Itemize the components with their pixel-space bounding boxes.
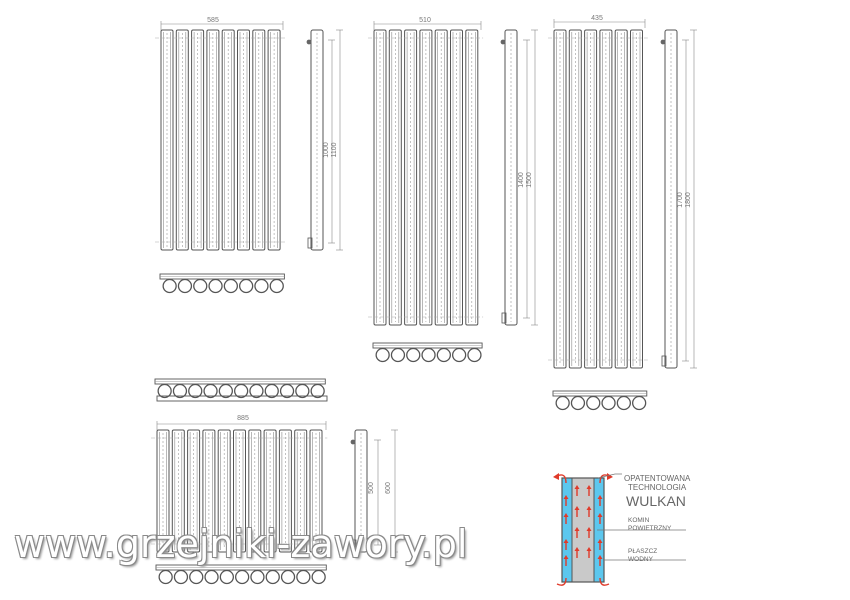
- tube-section: [312, 571, 325, 584]
- tube-section: [219, 385, 232, 398]
- tube-section: [270, 280, 283, 293]
- tube-section: [376, 349, 389, 362]
- radiator-variant-2: [368, 21, 538, 362]
- height-label-4a: 500: [368, 482, 375, 494]
- tube-section: [266, 571, 279, 584]
- tube-section: [224, 280, 237, 293]
- tube-section: [633, 397, 646, 410]
- height-label-1a: 1000: [323, 142, 330, 158]
- tube-section: [158, 385, 171, 398]
- tube-section: [282, 571, 295, 584]
- tube-section: [174, 571, 187, 584]
- tube-section: [159, 571, 172, 584]
- water-jacket-left: [562, 478, 572, 582]
- tube-section: [250, 385, 263, 398]
- tube-section: [189, 385, 202, 398]
- width-label-3: 435: [591, 15, 603, 22]
- width-label-2: 510: [419, 17, 431, 24]
- legend-line-2: TECHNOLOGIA: [628, 483, 687, 492]
- tube-section: [251, 571, 264, 584]
- valve-top: [661, 40, 666, 45]
- label-jacket-1: PŁASZCZ: [628, 548, 658, 555]
- valve-top: [307, 40, 312, 45]
- tube-section: [173, 385, 186, 398]
- width-label-4: 885: [237, 415, 249, 422]
- height-label-4b: 600: [385, 482, 392, 494]
- tube-section: [407, 349, 420, 362]
- height-label-2b: 1500: [526, 172, 533, 188]
- tube-section: [220, 571, 233, 584]
- legend-line-1: OPATENTOWANA: [624, 474, 691, 483]
- height-label-2a: 1400: [518, 172, 525, 188]
- height-label-1b: 1100: [331, 142, 338, 158]
- height-label-3b: 1800: [685, 192, 692, 208]
- tube-section: [240, 280, 253, 293]
- tube-section: [178, 280, 191, 293]
- tube-section: [281, 385, 294, 398]
- label-chimney-1: KOMIN: [628, 517, 650, 524]
- tube-section: [602, 397, 615, 410]
- tube-section: [255, 280, 268, 293]
- tube-section: [205, 571, 218, 584]
- width-label-1: 585: [207, 17, 219, 24]
- tube-section: [571, 397, 584, 410]
- tube-section: [235, 385, 248, 398]
- tube-section: [617, 397, 630, 410]
- label-chimney-2: POWIETRZNY: [628, 525, 672, 532]
- valve-top: [501, 40, 506, 45]
- label-jacket-2: WODNY: [628, 556, 653, 563]
- valve-top: [351, 440, 356, 445]
- tube-section: [190, 571, 203, 584]
- legend-name: WULKAN: [626, 493, 686, 509]
- height-label-3a: 1700: [677, 192, 684, 208]
- tube-section: [587, 397, 600, 410]
- tube-section: [556, 397, 569, 410]
- radiator-variant-3: [548, 19, 697, 410]
- tube-section: [391, 349, 404, 362]
- tube-section: [204, 385, 217, 398]
- tube-section: [297, 571, 310, 584]
- tube-section: [163, 280, 176, 293]
- tube-section: [468, 349, 481, 362]
- tube-section: [209, 280, 222, 293]
- tube-section: [265, 385, 278, 398]
- tube-section: [453, 349, 466, 362]
- tube-section: [311, 385, 324, 398]
- tube-section: [236, 571, 249, 584]
- radiator-variant-1: [155, 21, 343, 293]
- tube-section: [437, 349, 450, 362]
- tube-section: [422, 349, 435, 362]
- tube-section: [194, 280, 207, 293]
- watermark: www.grzejniki-zawory.pl: [14, 522, 468, 566]
- tube-section: [296, 385, 309, 398]
